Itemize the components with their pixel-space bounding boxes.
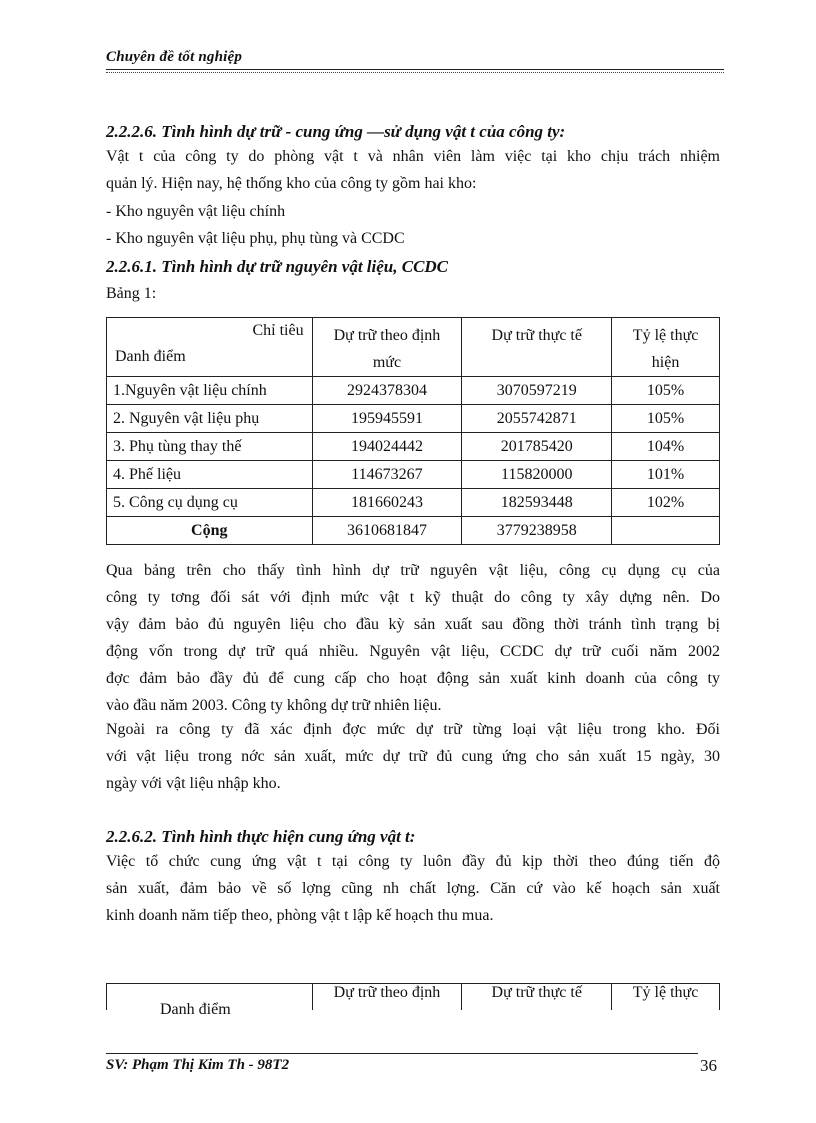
header-item-label: Danh điểm <box>160 1001 231 1018</box>
section-heading-2-2-6-2: 2.2.6.2. Tình hình thực hiện cung ứng vật t: <box>106 827 416 846</box>
total-planned-value: 3610681847 <box>312 517 462 545</box>
body-line: động vốn trong dự trữ quá nhiều. Nguyên vật liệu, CCDC dự trữ cuối năm 2002 <box>106 643 720 660</box>
total-actual-value: 3779238958 <box>462 517 612 545</box>
row-planned-value: 194024442 <box>312 433 462 461</box>
table-row <box>107 489 720 517</box>
row-rate-value: 102% <box>612 489 720 517</box>
row-rate-value: 105% <box>612 377 720 405</box>
header-planned-reserve: Dự trữ theo định mức <box>312 318 462 377</box>
table-row <box>107 461 720 489</box>
row-item-name: 3. Phụ tùng thay thế <box>107 433 313 461</box>
table-row <box>107 405 720 433</box>
table-header-row <box>107 318 720 377</box>
row-planned-value: 2924378304 <box>312 377 462 405</box>
footer-rule <box>106 1053 698 1054</box>
header-achievement-rate: Tỷ lệ thực hiện <box>612 318 720 377</box>
reserve-table <box>106 317 720 545</box>
body-line: ngày với vật liệu nhập kho. <box>106 775 281 792</box>
list-item: - Kho nguyên vật liệu phụ, phụ tùng và CCDC <box>106 230 405 247</box>
row-planned-value: 181660243 <box>312 489 462 517</box>
section-heading-2-2-6-1: 2.2.6.1. Tình hình dự trữ nguyên vật liệu, CCDC <box>106 257 449 276</box>
row-planned-value: 195945591 <box>312 405 462 433</box>
row-actual-value: 3070597219 <box>462 377 612 405</box>
header-indicator-label: Chỉ tiêu <box>252 322 304 339</box>
body-line: với vật liệu trong nớc sản xuất, mức dự trữ đủ cung ứng cho sản xuất 15 ngày, 30 <box>106 748 720 765</box>
row-actual-value: 115820000 <box>462 461 612 489</box>
table-total-row <box>107 517 720 545</box>
list-item: - Kho nguyên vật liệu chính <box>106 203 286 220</box>
body-line: đợc đảm bảo đầy đủ để cung cấp cho hoạt động sản xuất kinh doanh của công ty <box>106 670 720 687</box>
body-line: vào đầu năm 2003. Công ty không dự trữ nhiên liệu. <box>106 697 442 714</box>
row-actual-value: 201785420 <box>462 433 612 461</box>
body-line: sản xuất, đảm bảo về số lợng cũng nh chất lợng. Căn cứ vào kế hoạch sản xuất <box>106 880 720 897</box>
body-line: kinh doanh năm tiếp theo, phòng vật t lập kế hoạch thu mua. <box>106 907 494 924</box>
row-planned-value: 114673267 <box>312 461 462 489</box>
body-line: vậy đảm bảo đủ nguyên liệu cho đầu kỳ sản xuất sau đồng thời tránh tình trạng bị <box>106 616 720 633</box>
row-item-name: 5. Công cụ dụng cụ <box>107 489 313 517</box>
body-line: quản lý. Hiện nay, hệ thống kho của công ty gồm hai kho: <box>106 175 477 192</box>
header-rule-dotted <box>106 72 724 73</box>
row-item-name: 1.Nguyên vật liệu chính <box>107 377 313 405</box>
body-line: Việc tổ chức cung ứng vật t tại công ty luôn đầy đủ kịp thời theo đúng tiến độ <box>106 853 720 870</box>
header-corner-cell <box>107 318 313 377</box>
body-line: Qua bảng trên cho thấy tình hình dự trữ nguyên vật liệu, công cụ dụng cụ của <box>106 562 720 579</box>
section-heading-2-2-2-6: 2.2.2.6. Tình hình dự trữ - cung ứng —sử dụng vật t của công ty: <box>106 122 566 141</box>
header-item-label: Danh điểm <box>115 348 186 365</box>
body-line: Vật t của công ty do phòng vật t và nhân viên làm việc tại kho chịu trách nhiệm <box>106 148 720 165</box>
footer-author: SV: Phạm Thị Kim Th - 98T2 <box>106 1057 290 1073</box>
body-line: Ngoài ra công ty đã xác định đợc mức dự trữ từng loại vật liệu trong kho. Đối <box>106 721 720 738</box>
row-actual-value: 182593448 <box>462 489 612 517</box>
row-rate-value: 101% <box>612 461 720 489</box>
total-label: Cộng <box>107 517 313 545</box>
table-row <box>107 377 720 405</box>
table-row <box>107 433 720 461</box>
header-planned-reserve: Dự trữ theo định <box>312 984 462 1011</box>
body-line: công ty tơng đối sát với định mức vật t kỹ thuật do công ty xây dựng nên. Do <box>106 589 720 606</box>
table-label: Bảng 1: <box>106 285 157 302</box>
header-rule <box>106 69 724 70</box>
row-rate-value: 104% <box>612 433 720 461</box>
row-item-name: 2. Nguyên vật liệu phụ <box>107 405 313 433</box>
header-actual-reserve: Dự trữ thực tế <box>462 318 612 377</box>
header-achievement-rate: Tỷ lệ thực <box>612 984 720 1011</box>
header-title: Chuyên đề tốt nghiệp <box>106 49 243 65</box>
page-number: 36 <box>700 1056 717 1075</box>
row-item-name: 4. Phế liệu <box>107 461 313 489</box>
row-rate-value: 105% <box>612 405 720 433</box>
header-actual-reserve: Dự trữ thực tế <box>462 984 612 1011</box>
row-actual-value: 2055742871 <box>462 405 612 433</box>
total-rate-value <box>612 517 720 545</box>
